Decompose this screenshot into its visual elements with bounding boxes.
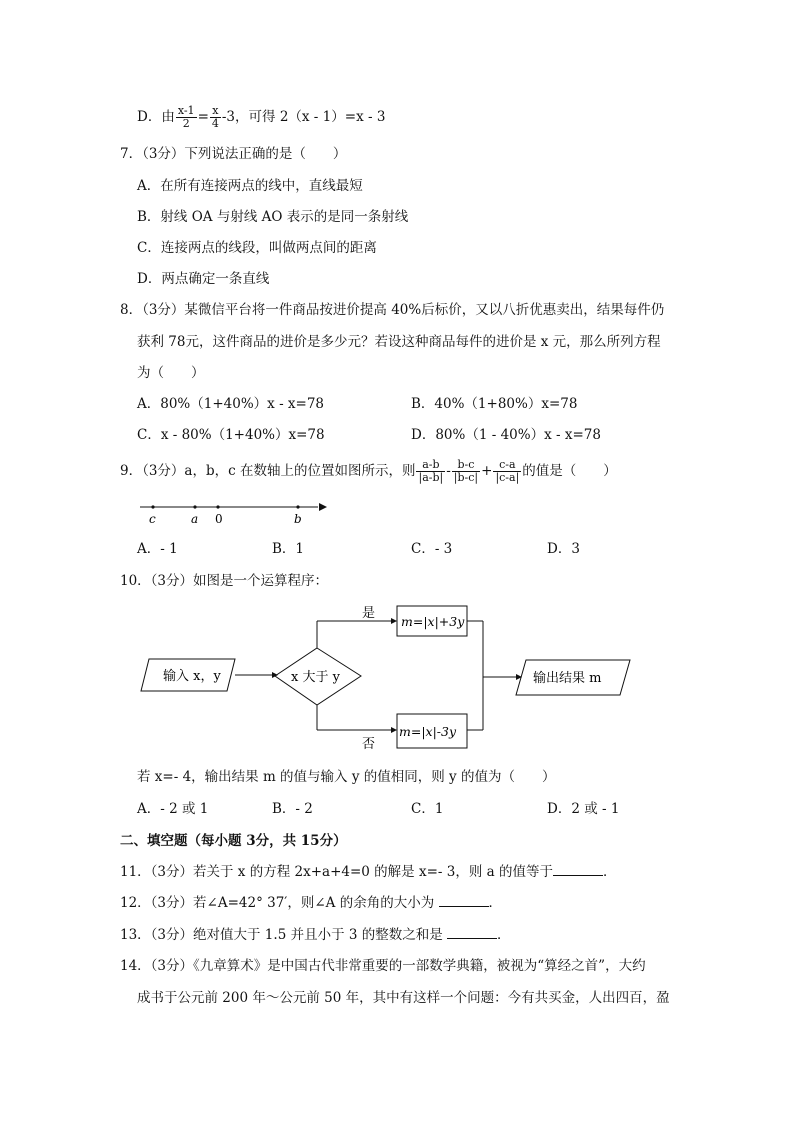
q10-option-a: A．- 2 或 1 [137,801,209,817]
q9-op2: + [481,463,493,479]
q12-text: 12．（3分）若∠A=42° 37′，则∠A 的余角的大小为 [120,895,435,911]
q10-yes-box-text: m=|x|+3y [401,614,465,629]
q9-point-zero [216,505,219,508]
q13-blank[interactable] [447,926,497,939]
q9-option-b: B．1 [272,541,305,557]
q9-frac2-den: |b-c| [453,471,479,484]
q9-frac3 [493,459,521,484]
q11-blank[interactable] [553,863,603,876]
q8-option-d: D．80%（1 - 40%）x - x=78 [411,427,601,443]
q11 [120,863,616,881]
q9-point-b [296,505,299,508]
q6d-label: D．由 [137,109,175,125]
q8-option-b: B．40%（1+80%）x=78 [411,396,578,412]
q6d-tail: -3，可得 2（x - 1）=x - 3 [221,109,386,125]
q10-no-label: 否 [362,737,376,752]
q8-option-c: C．x - 80%（1+40%）x=78 [137,427,325,443]
q6d-frac1-num: x-1 [177,104,195,117]
q9-frac3-den: |c-a| [495,471,520,484]
q13 [120,926,511,944]
q9-number-line [135,497,330,527]
q9-axis-arrow [319,503,327,511]
q10-stem: 10．（3分）如图是一个运算程序： [120,573,329,589]
q10-option-d: D．2 或 - 1 [547,801,620,817]
q14-line1: 14．（3分）《九章算术》是中国古代非常重要的一部数学典籍，被视为“算经之首”，大约 [120,958,646,974]
q8-option-a: A．80%（1+40%）x - x=78 [137,396,325,412]
q10-option-c: C．1 [411,801,444,817]
q7-option-c: C．连接两点的线段，叫做两点间的距离 [137,240,377,256]
q9-frac1-num: a-b [416,459,445,472]
q12-blank[interactable] [439,894,489,907]
q9-option-c: C．- 3 [411,541,453,557]
q11-end: ． [602,864,617,880]
q10-output-text: 输出结果 m [533,671,602,686]
q6d-frac2-den: 4 [211,117,219,130]
q10-yes-label: 是 [362,606,376,621]
q6d-eq: = [197,109,209,125]
q9-point-a [193,505,196,508]
q9-op1: - [446,463,451,479]
q9-frac3-num: c-a [493,459,521,472]
q10-arrowhead-no [391,727,397,733]
q9-label-a: a [191,512,199,526]
q7-option-a: A．在所有连接两点的线中，直线最短 [137,178,363,194]
q12 [120,894,502,912]
q9-frac1 [416,459,445,484]
q7-option-d: D．两点确定一条直线 [137,271,270,287]
q13-text: 13．（3分）绝对值大于 1.5 并且小于 3 的整数之和是 [120,927,443,943]
section-2-heading: 二、填空题（每小题 3分，共 15分） [120,833,347,849]
q6-option-d [137,105,385,130]
q9-stem-text: 9．（3分）a，b，c 在数轴上的位置如图所示，则 [120,463,416,479]
q9-label-b: b [294,512,302,526]
q10-question: 若 x=- 4，输出结果 m 的值与输入 y 的值相同，则 y 的值为（ ） [137,769,556,785]
q10-flowchart [135,595,640,760]
q9-label-zero: 0 [215,512,223,526]
q9-frac1-den: |a-b| [418,471,444,484]
q6d-frac2-num: x [210,105,221,118]
q10-decision-text: x 大于 y [291,670,340,685]
q8-line1: 8．（3分）某微信平台将一件商品按进价提高 40%后标价，又以八折优惠卖出，结果每件仍 [120,302,665,318]
q8-line3: 为（ ） [137,365,205,381]
q11-text: 11．（3分）若关于 x 的方程 2x+a+4=0 的解是 x=- 3，则 a 的值等于 [120,864,553,880]
q6d-frac1 [176,105,197,130]
q9-point-c [151,505,154,508]
q10-option-b: B．- 2 [272,801,313,817]
q6d-frac1-den: 2 [182,117,190,130]
q13-end: ． [497,927,511,943]
q14-line2: 成书于公元前 200 年～公元前 50 年，其中有这样一个问题：今有共买金，人出四百，盈 [137,990,670,1006]
q12-end: ． [488,895,503,911]
q10-arrowhead-yes [391,618,397,624]
q9-option-a: A．- 1 [137,541,178,557]
q7-stem: 7．（3分）下列说法正确的是（ ） [120,146,347,162]
q9-tail: 的值是（ ） [522,463,617,479]
q9-label-c: c [149,512,156,526]
q10-no-box-text: m=|x|-3y [399,724,457,739]
q9-frac2-num: b-c [452,459,480,472]
q10-input-text: 输入 x，y [163,669,221,684]
q9-frac2 [452,459,480,484]
q8-line2: 获利 78元，这件商品的进价是多少元？若设这种商品每件的进价是 x 元，那么所列方程 [137,334,661,350]
q6d-frac2 [210,105,221,130]
q9-stem [120,459,617,484]
q7-option-b: B．射线 OA 与射线 AO 表示的是同一条射线 [137,209,409,225]
q9-option-d: D．3 [547,541,580,557]
